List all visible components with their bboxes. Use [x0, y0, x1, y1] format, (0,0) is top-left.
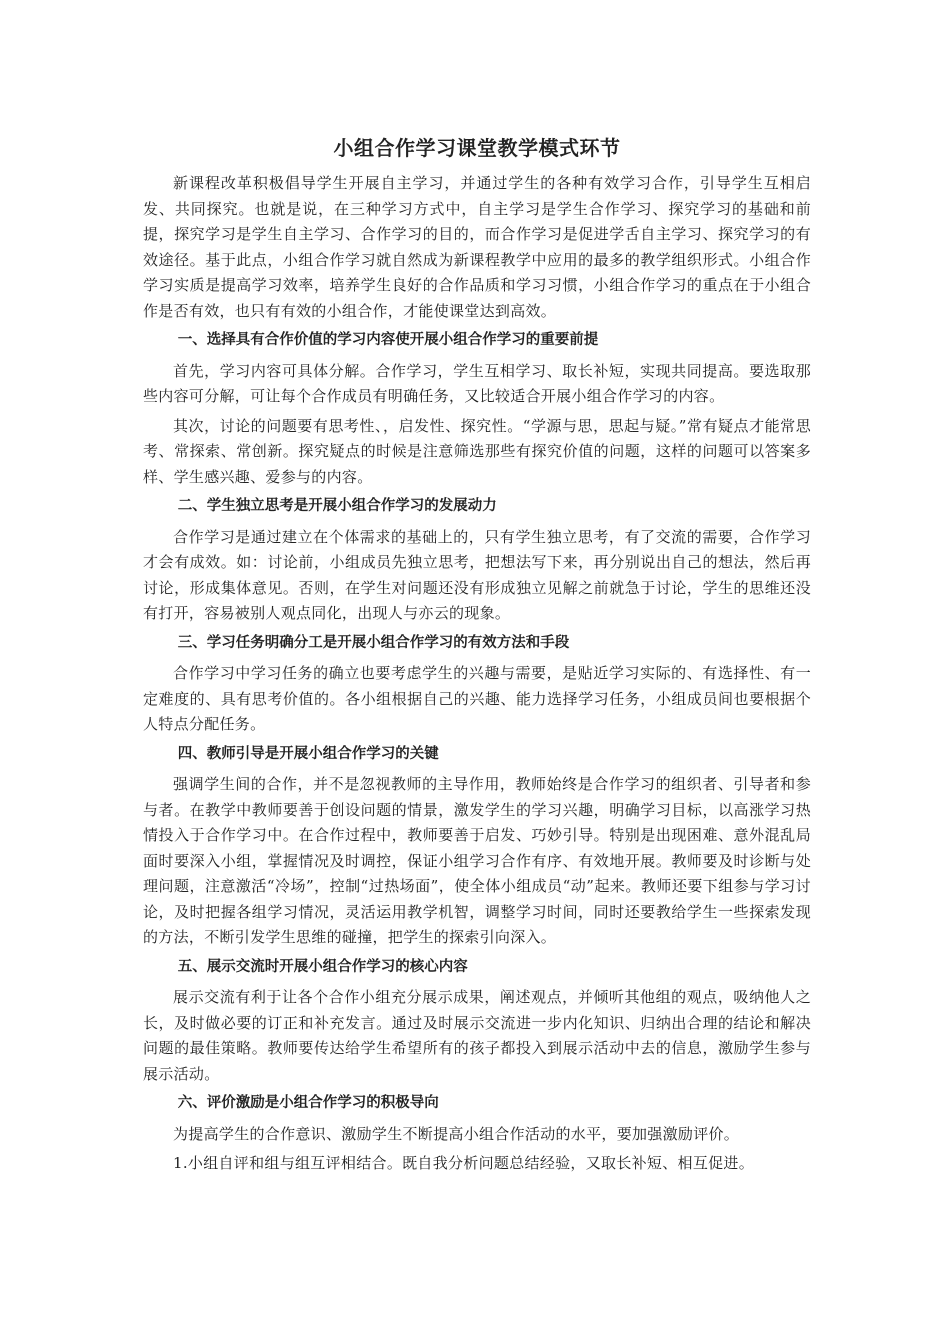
- section-1: [143, 328, 811, 490]
- section-paragraph: 强调学生间的合作，并不是忽视教师的主导作用，教师始终是合作学习的组织者、引导者和参与者。在教学中教师要善于创设问题的情景，激发学生的学习兴趣，明确学习目标，以高涨学习热情投入于合作学习中。在合作过程中，教师要善于启发、巧妙引导。特别是出现困难、意外混乱局面时要深入小组，掌握情况及时调控，保证小组学习合作有序、有效地开展。教师要及时诊断与处理问题，注意激活“冷场”，控制“过热场面”，使全体小组成员“动”起来。教师还要下组参与学习讨论，及时把握各组学习情况，灵活运用教学机智，调整学习时间，同时还要教给学生一些探索发现的方法，不断引发学生思维的碰撞，把学生的探索引向深入。: [143, 775, 811, 946]
- section-paragraph: 合作学习中学习任务的确立也要考虑学生的兴趣与需要，是贴近学习实际的、有选择性、有一定难度的、具有思考价值的。各小组根据自己的兴趣、能力选择学习任务，小组成员间也要根据个人特点分配任务。: [143, 664, 811, 733]
- section-6: [143, 1091, 811, 1177]
- section-3: [143, 631, 811, 738]
- intro-paragraph: 新课程改革积极倡导学生开展自主学习，并通过学生的各种有效学习合作，引导学生互相启发、共同探究。也就是说，在三种学习方式中，自主学习是学生合作学习、探究学习的基础和前提，探究学习是学生自主学习、合作学习的目的，而合作学习是促进学舌自主学习、探究学习的有效途径。基于此点，小组合作学习就自然成为新课程教学中应用的最多的教学组织形式。小组合作学习实质是提高学习效率，培养学生良好的合作品质和学习习惯，小组合作学习的重点在于小组合作是否有效，也只有有效的小组合作，才能使课堂达到高效。: [143, 174, 811, 320]
- document-title: 小组合作学习课堂教学模式环节: [333, 136, 621, 160]
- section-5: [143, 955, 811, 1088]
- section-heading: 五、展示交流时开展小组合作学习的核心内容: [177, 958, 468, 975]
- section-paragraph: 展示交流有利于让各个合作小组充分展示成果，阐述观点，并倾听其他组的观点，吸纳他人之长，及时做必要的订正和补充发言。通过及时展示交流进一步内化知识、归纳出合理的结论和解决问题的最佳策略。教师要传达给学生希望所有的孩子都投入到展示活动中去的信息，激励学生参与展示活动。: [143, 988, 811, 1083]
- section-paragraph: 其次，讨论的问题要有思考性、，启发性、探究性。“学源与思，思起与疑。”常有疑点才能常思考、常探索、常创新。探究疑点的时候是注意筛选那些有探究价值的问题，这样的问题可以答案多样、学生感兴趣、爱参与的内容。: [143, 416, 811, 486]
- section-heading: 六、评价激励是小组合作学习的积极导向: [177, 1095, 439, 1111]
- section-paragraph: 1.小组自评和组与组互评相结合。既自我分析问题总结经验，又取长补短、相互促进。: [173, 1154, 755, 1172]
- section-paragraph: 为提高学生的合作意识、激励学生不断提高小组合作活动的水平，要加强激励评价。: [173, 1124, 740, 1143]
- section-4: [143, 742, 811, 951]
- section-paragraph: 合作学习是通过建立在个体需求的基础上的，只有学生独立思考，有了交流的需要，合作学习才会有成效。如：讨论前，小组成员先独立思考，把想法写下来，再分别说出自己的想法，然后再讨论，形成集体意见。否则，在学生对问题还没有形成独立见解之前就急于讨论，学生的思维还没有打开，容易被别人观点同化，出现人与亦云的现象。: [143, 527, 811, 622]
- section-heading: 四、教师引导是开展小组合作学习的关键: [177, 745, 439, 762]
- section-2: [143, 494, 811, 627]
- section-heading: 二、学生独立思考是开展小组合作学习的发展动力: [177, 498, 497, 514]
- section-heading: 一、选择具有合作价值的学习内容使开展小组合作学习的重要前提: [177, 332, 599, 348]
- section-heading: 三、学习任务明确分工是开展小组合作学习的有效方法和手段: [177, 634, 570, 651]
- document-page: [143, 133, 811, 1181]
- section-paragraph: 首先，学习内容可具体分解。合作学习，学生互相学习、取长补短，实现共同提高。要选取那些内容可分解，可让每个合作成员有明确任务，又比较适合开展小组合作学习的内容。: [143, 361, 811, 405]
